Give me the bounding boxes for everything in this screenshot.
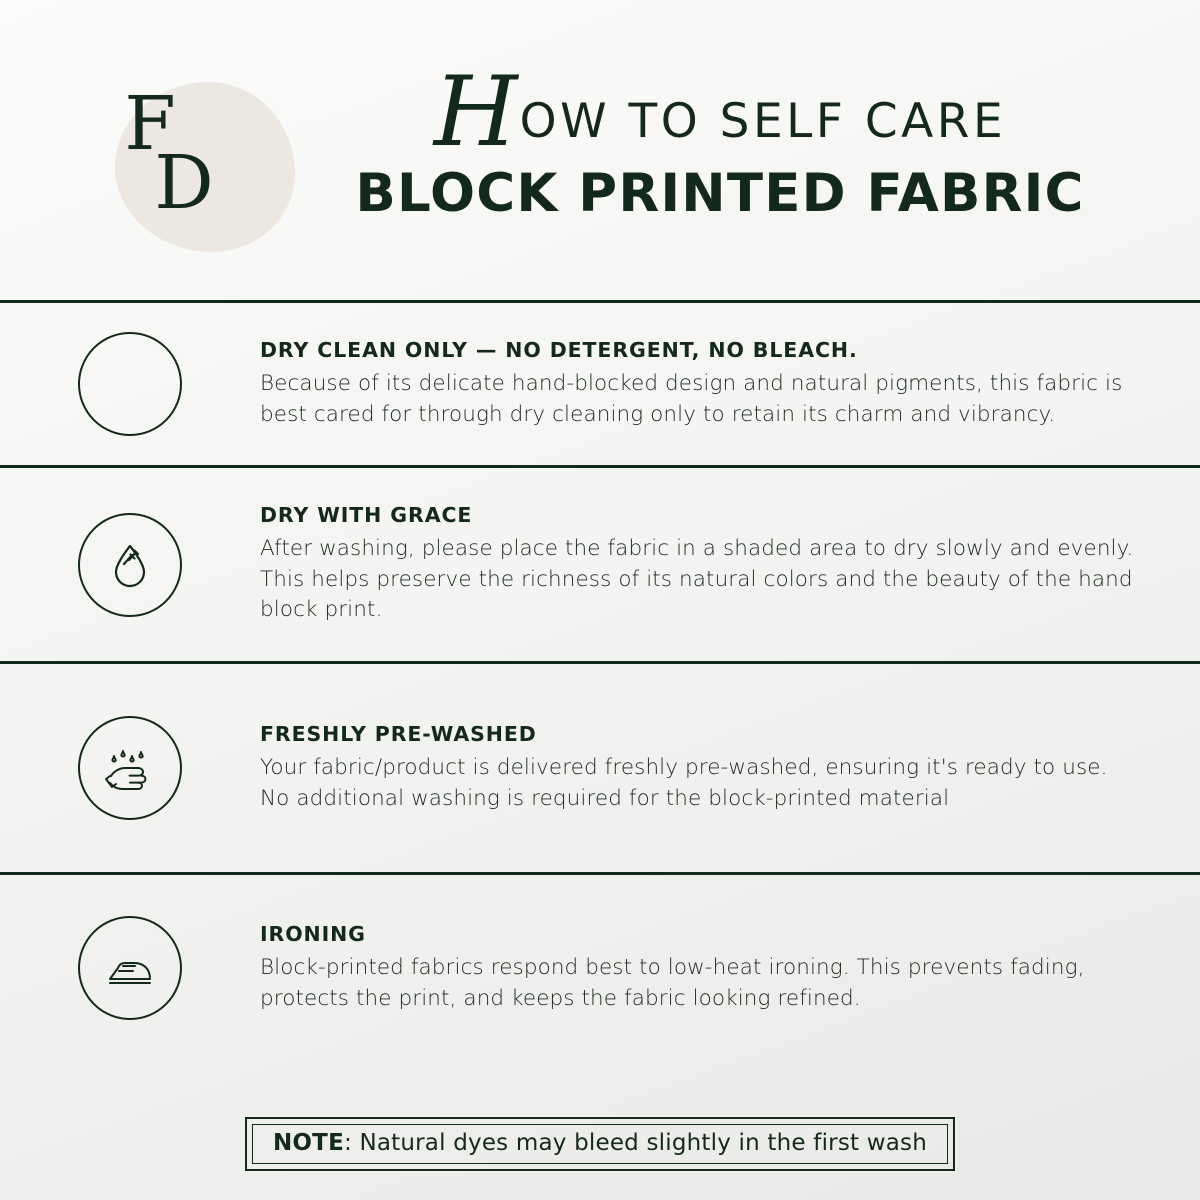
- title-script-letter: H: [433, 56, 518, 168]
- care-item-body: After washing, please place the fabric in a shaded area to dry slowly and evenly. This helps preserve the richness of its natural colors and the beauty of the hand block print.: [260, 536, 1134, 623]
- plain-circle-icon: [78, 332, 182, 436]
- care-item-body: Block-printed fabrics respond best to low-heat ironing. This prevents fading, protects the print, and keeps the fabric looking refined.: [260, 954, 1085, 1011]
- title-line-1-rest: OW TO SELF CARE: [519, 94, 1007, 149]
- logo-letter-d: D: [154, 140, 214, 226]
- page-title-line-2: BLOCK PRINTED FABRIC: [355, 163, 1085, 224]
- care-item-body: Your fabric/product is delivered freshly pre-washed, ensuring it's ready to use. No additional washing is required for the block-printed material: [260, 754, 1108, 811]
- logo-letter-f: F: [124, 80, 176, 167]
- brand-logo: [0, 0, 300, 300]
- care-item: [0, 468, 1200, 661]
- care-item: [0, 875, 1200, 1061]
- header: [0, 0, 1200, 300]
- note-body: : Natural dyes may bleed slightly in the first wash: [344, 1130, 928, 1156]
- note-label: NOTE: [272, 1130, 344, 1156]
- logo-monogram: [124, 80, 214, 226]
- icon-cell: [0, 513, 260, 617]
- care-item-title: DRY CLEAN ONLY — NO DETERGENT, NO BLEACH.: [260, 337, 858, 362]
- note-box: [245, 1117, 955, 1171]
- text-cell: [260, 722, 1140, 814]
- title-block: [300, 56, 1160, 224]
- icon-cell: [0, 332, 260, 436]
- care-item-title: FRESHLY PRE-WASHED: [260, 721, 537, 746]
- care-item: [0, 303, 1200, 465]
- care-item-title: IRONING: [260, 921, 366, 946]
- care-item: [0, 664, 1200, 872]
- text-cell: [260, 922, 1140, 1014]
- text-cell: [260, 503, 1140, 626]
- note-section: [0, 1088, 1200, 1200]
- text-cell: [260, 338, 1140, 430]
- water-drop-icon: [78, 513, 182, 617]
- care-item-body: Because of its delicate hand-blocked design and natural pigments, this fabric is best cared for through dry cleaning only to retain its charm and vibrancy.: [260, 370, 1123, 427]
- icon-cell: [0, 916, 260, 1020]
- note-text: [273, 1130, 927, 1156]
- page-title-line-1: [300, 56, 1140, 168]
- care-item-title: DRY WITH GRACE: [260, 503, 473, 528]
- care-items-list: [0, 300, 1200, 1088]
- icon-cell: [0, 716, 260, 820]
- washing-hands-icon: [78, 716, 182, 820]
- iron-icon: [78, 916, 182, 1020]
